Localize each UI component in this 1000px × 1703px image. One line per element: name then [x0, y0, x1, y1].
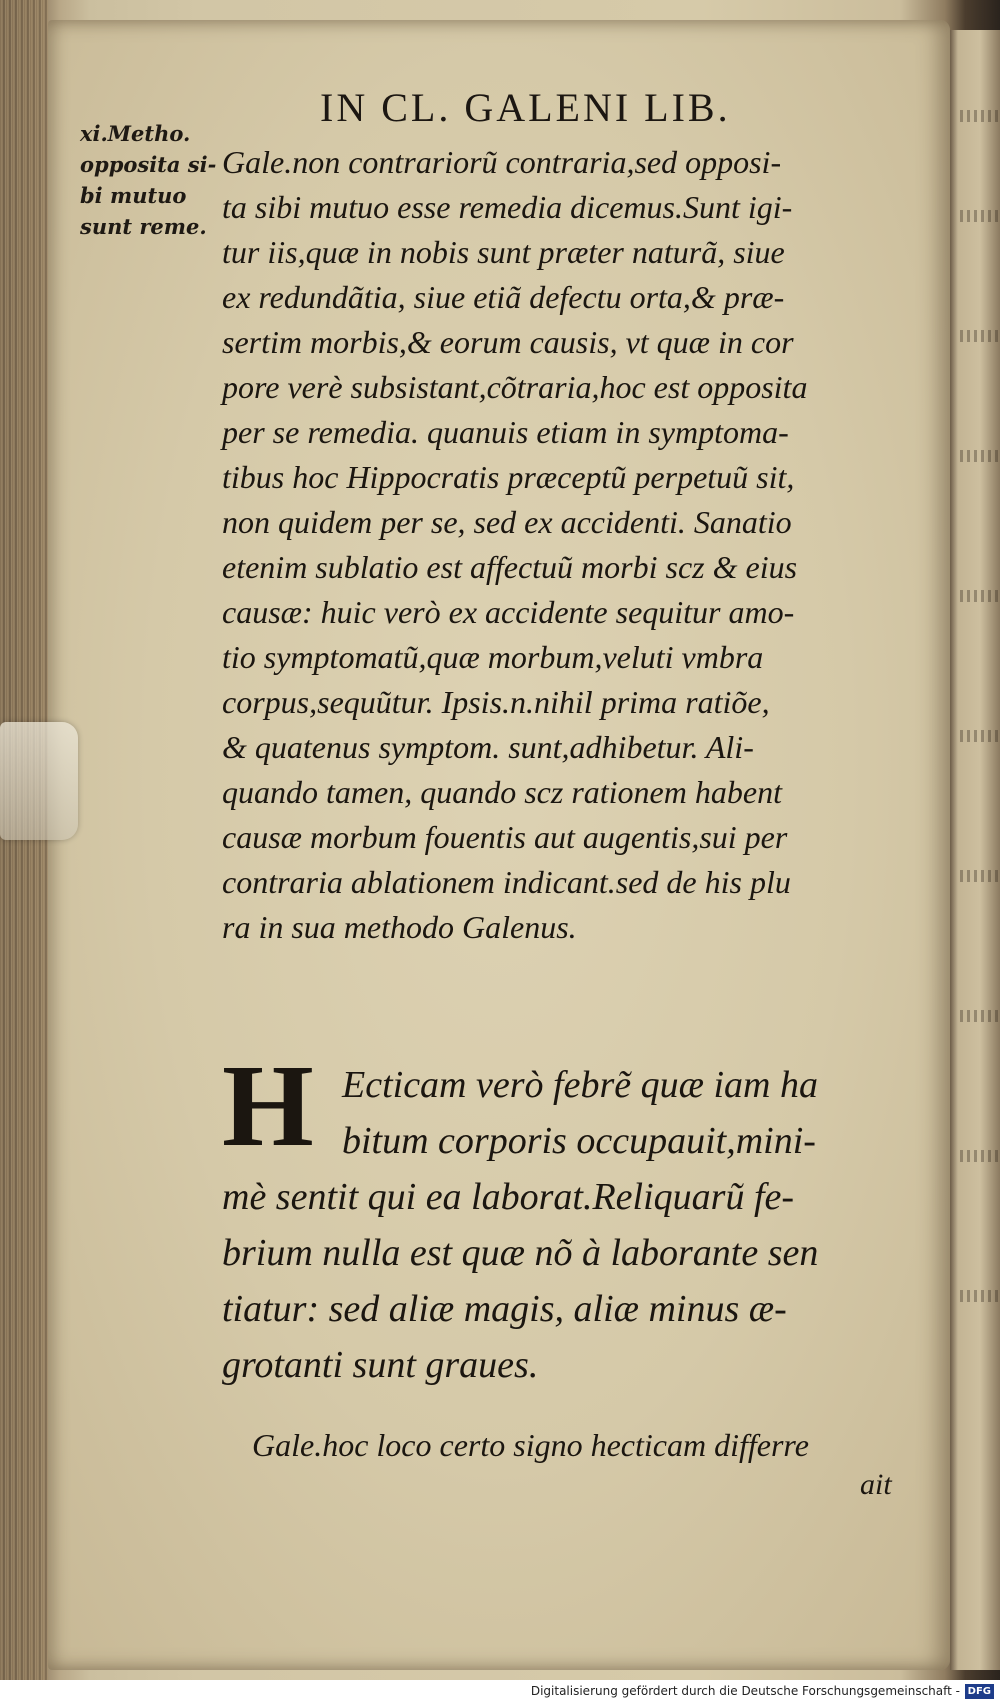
- next-page-edge: [950, 30, 1000, 1670]
- text-line: quando tamen, quando scz rationem habent: [222, 774, 782, 810]
- text-line: ra in sua methodo Galenus.: [222, 909, 577, 945]
- next-page-text-fragment: [960, 1010, 1000, 1022]
- text-line: tibus hoc Hippocratis præceptũ perpetuũ sit,: [222, 459, 795, 495]
- next-page-text-fragment: [960, 210, 1000, 222]
- catchword: ait: [860, 1468, 892, 1501]
- text-line: contraria ablationem indicant.sed de his plu: [222, 864, 791, 900]
- text-line: tur iis,quæ in nobis sunt præter naturã, siue: [222, 234, 785, 270]
- text-line: bitum corporis occupauit,mini-: [342, 1120, 816, 1162]
- text-line: & quatenus symptom. sunt,adhibetur. Ali-: [222, 729, 754, 765]
- next-page-text-fragment: [960, 870, 1000, 882]
- commentary-paragraph: [222, 140, 912, 950]
- text-line: etenim sublatio est affectuũ morbi scz & eius: [222, 549, 798, 585]
- text-line: ta sibi mutuo esse remedia dicemus.Sunt igi-: [222, 189, 793, 225]
- footer-credit: Digitalisierung gefördert durch die Deutsche Forschungsgemeinschaft -: [530, 1684, 960, 1698]
- text-line: mè sentit qui ea laborat.Reliquarũ fe-: [222, 1176, 795, 1218]
- text-line: Ecticam verò febrẽ quæ iam ha: [342, 1064, 818, 1106]
- text-line: tiatur: sed aliæ magis, aliæ minus æ-: [222, 1288, 787, 1330]
- next-page-text-fragment: [960, 590, 1000, 602]
- book-spine-edge: [0, 0, 48, 1680]
- margin-note-line: bi mutuo: [80, 183, 187, 208]
- text-line: tio symptomatũ,quæ morbum,veluti vmbra: [222, 639, 764, 675]
- digitization-footer: [0, 1680, 1000, 1703]
- next-page-text-fragment: [960, 110, 1000, 122]
- page-clip-tab: [0, 722, 78, 840]
- text-line: grotanti sunt graues.: [222, 1344, 539, 1386]
- text-line: pore verè subsistant,cõtraria,hoc est opposita: [222, 369, 808, 405]
- drop-cap-initial: H: [222, 1040, 314, 1171]
- next-page-text-fragment: [960, 1150, 1000, 1162]
- text-line: corpus,sequũtur. Ipsis.n.nihil prima ratiõe,: [222, 684, 770, 720]
- text-line: sertim morbis,& eorum causis, vt quæ in cor: [222, 324, 794, 360]
- next-page-text-fragment: [960, 730, 1000, 742]
- next-page-text-fragment: [960, 450, 1000, 462]
- text-line: non quidem per se, sed ex accidenti. Sanatio: [222, 504, 792, 540]
- commentary-paragraph-2: [222, 1420, 912, 1470]
- margin-note-line: sunt reme.: [80, 214, 207, 239]
- text-line: per se remedia. quanuis etiam in symptoma-: [222, 414, 789, 450]
- text-line: Gale.non contrariorũ contraria,sed opposi-: [222, 144, 782, 180]
- text-line: causæ: huic verò ex accidente sequitur amo-: [222, 594, 795, 630]
- margin-note-line: xi.Metho.: [80, 121, 191, 146]
- next-page-text-fragment: [960, 330, 1000, 342]
- text-line: causæ morbum fouentis aut augentis,sui per: [222, 819, 788, 855]
- text-line: ex redundãtia, siue etiã defectu orta,& præ-: [222, 279, 785, 315]
- margin-note-line: opposita si-: [80, 152, 217, 177]
- aphorism-paragraph: [222, 1040, 912, 1393]
- running-head: IN CL. GALENI LIB.: [320, 85, 731, 130]
- text-line: Gale.hoc loco certo signo hecticam differre: [252, 1427, 809, 1463]
- next-page-text-fragment: [960, 1290, 1000, 1302]
- margin-note: [80, 118, 230, 242]
- dfg-logo: DFG: [965, 1684, 994, 1699]
- text-line: brium nulla est quæ nõ à laborante sen: [222, 1232, 819, 1274]
